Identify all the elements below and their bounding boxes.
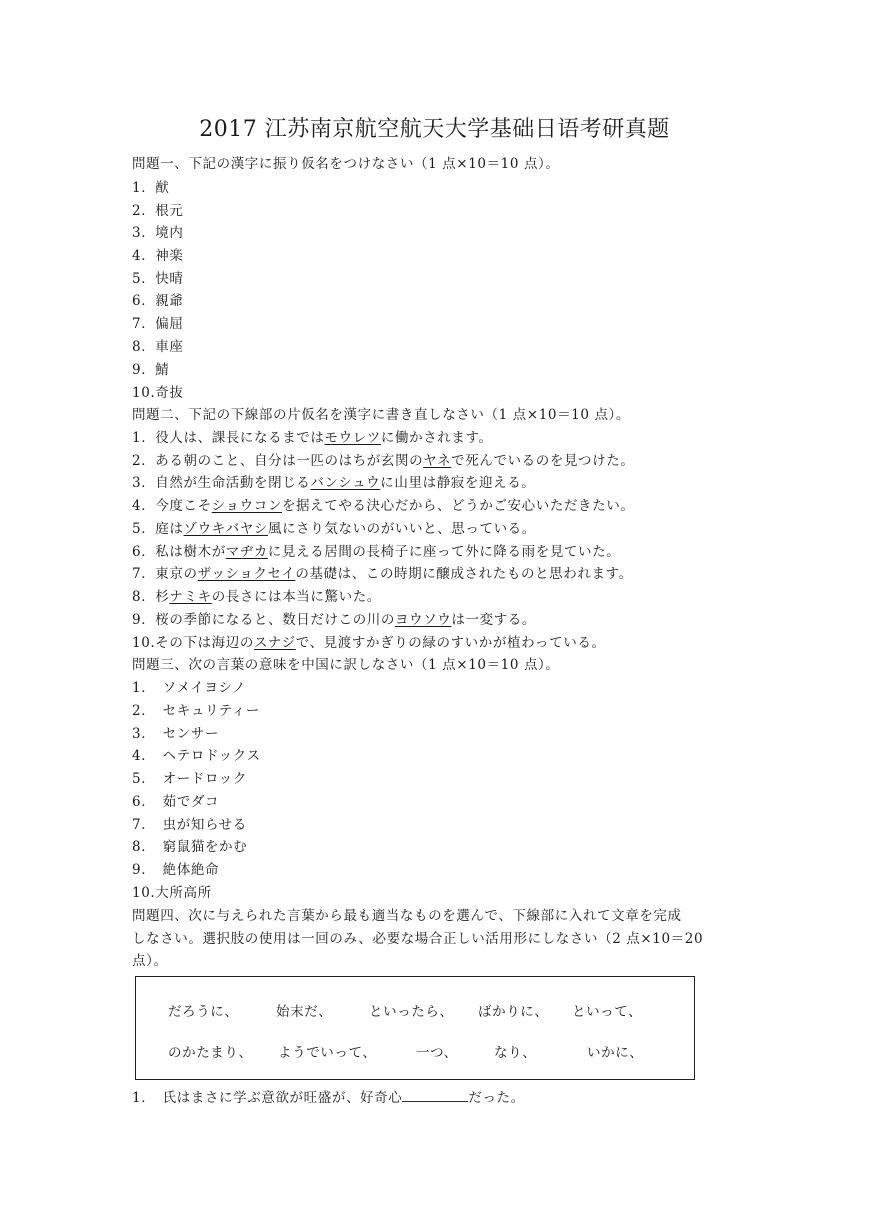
options-box bbox=[135, 976, 695, 1080]
section-3-item: 7． 虫が知らせる bbox=[132, 817, 247, 833]
section-2-item: 10.その下は海辺のスナジで、見渡すかぎりの緑のすいかが植わっている。 bbox=[132, 635, 606, 651]
section-2-item: 7．東京のザッショクセイの基礎は、この時期に醸成されたものと思われます。 bbox=[132, 566, 633, 582]
underlined-katakana: ショウコン bbox=[211, 498, 282, 514]
section-1-item: 1．猷 bbox=[132, 180, 170, 196]
option: のかたまり、 bbox=[168, 1045, 253, 1061]
section-1-item: 10.奇抜 bbox=[132, 385, 184, 401]
section-1-item: 6．親爺 bbox=[132, 293, 184, 309]
section-4-heading-line-2: しなさい。選択肢の使用は一回のみ、必要な場合正しい活用形にしなさい（2 点×10＝20 bbox=[132, 931, 704, 947]
underlined-katakana: マヂカ bbox=[225, 544, 268, 560]
section-4-heading-line-1: 問題四、次に与えられた言葉から最も適当なものを選んで、下線部に入れて文章を完成 bbox=[132, 908, 682, 924]
option: ばかりに、 bbox=[478, 1004, 549, 1020]
section-3-heading: 問題三、次の言葉の意味を中国に訳しなさい（1 点×10＝10 点）。 bbox=[132, 657, 560, 673]
section-2-item: 2．ある朝のこと、自分は一匹のはちが玄関のヤネで死んでいるのを見つけた。 bbox=[132, 453, 635, 469]
option: 始末だ、 bbox=[276, 1004, 333, 1020]
section-1-heading: 問題一、下記の漢字に振り仮名をつけなさい（1 点×10＝10 点）。 bbox=[132, 156, 560, 172]
section-3-item: 2． セキュリティー bbox=[132, 703, 260, 719]
section-3-item: 10.大所高所 bbox=[132, 885, 212, 901]
underlined-katakana: ヤネ bbox=[423, 453, 452, 469]
section-3-item: 5． オードロック bbox=[132, 771, 247, 787]
option: といって、 bbox=[572, 1004, 643, 1020]
section-2-item: 9．桜の季節になると、数日だけこの川のヨウソウは一変する。 bbox=[132, 612, 537, 628]
section-1-item: 2．根元 bbox=[132, 203, 184, 219]
section-4-heading-line-3: 点）。 bbox=[132, 953, 168, 969]
answer-blank bbox=[402, 1089, 468, 1102]
section-2-item: 3．自然が生命活動を閉じるバンシュウに山里は静寂を迎える。 bbox=[132, 475, 536, 491]
underlined-katakana: スナジ bbox=[253, 635, 296, 651]
option: いかに、 bbox=[587, 1045, 644, 1061]
option: だろうに、 bbox=[168, 1004, 239, 1020]
section-1-item: 5．快晴 bbox=[132, 271, 184, 287]
section-3-item: 1． ソメイヨシノ bbox=[132, 680, 247, 696]
section-3-item: 3． センサー bbox=[132, 726, 220, 742]
page-title: 2017 江苏南京航空航天大学基础日语考研真题 bbox=[199, 117, 670, 142]
section-2-item: 1．役人は、課長になるまではモウレツに働かされます。 bbox=[132, 430, 493, 446]
underlined-katakana: ザッショクセイ bbox=[197, 566, 296, 582]
section-1-item: 9．鯖 bbox=[132, 362, 170, 378]
section-3-item: 6． 茹でダコ bbox=[132, 794, 220, 810]
section-3-item: 8． 窮鼠猫をかむ bbox=[132, 839, 248, 855]
section-1-item: 7．偏屈 bbox=[132, 316, 184, 332]
underlined-katakana: ゾウキバヤシ bbox=[183, 521, 268, 537]
section-1-item: 4．神楽 bbox=[132, 248, 184, 264]
option: といったら、 bbox=[369, 1004, 454, 1020]
section-3-item: 4． ヘテロドックス bbox=[132, 748, 261, 764]
section-4-item: 1． 氏はまさに学ぶ意欲が旺盛が、好奇心 だった。 bbox=[132, 1090, 525, 1106]
underlined-katakana: モウレツ bbox=[324, 430, 381, 446]
section-2-item: 8．杉ナミキの長さには本当に驚いた。 bbox=[132, 589, 381, 605]
option: ようでいって、 bbox=[278, 1045, 377, 1061]
section-1-item: 8．車座 bbox=[132, 339, 184, 355]
section-3-item: 9． 絶体絶命 bbox=[132, 862, 220, 878]
underlined-katakana: バンシュウ bbox=[310, 475, 381, 491]
section-1-item: 3．境内 bbox=[132, 225, 184, 241]
section-2-item: 6．私は樹木がマヂカに見える居間の長椅子に座って外に降る雨を見ていた。 bbox=[132, 544, 621, 560]
option: なり、 bbox=[494, 1045, 537, 1061]
section-2-item: 5．庭はゾウキバヤシ風にさり気ないのがいいと、思っている。 bbox=[132, 521, 536, 537]
option: 一つ、 bbox=[416, 1045, 458, 1061]
underlined-katakana: ナミキ bbox=[169, 589, 212, 605]
section-2-heading: 問題二、下記の下線部の片仮名を漢字に書き直しなさい（1 点×10＝10 点）。 bbox=[132, 407, 630, 423]
underlined-katakana: ヨウソウ bbox=[395, 612, 452, 628]
section-2-item: 4．今度こそショウコンを据えてやる決心だから、どうかご安心いただきたい。 bbox=[132, 498, 635, 514]
